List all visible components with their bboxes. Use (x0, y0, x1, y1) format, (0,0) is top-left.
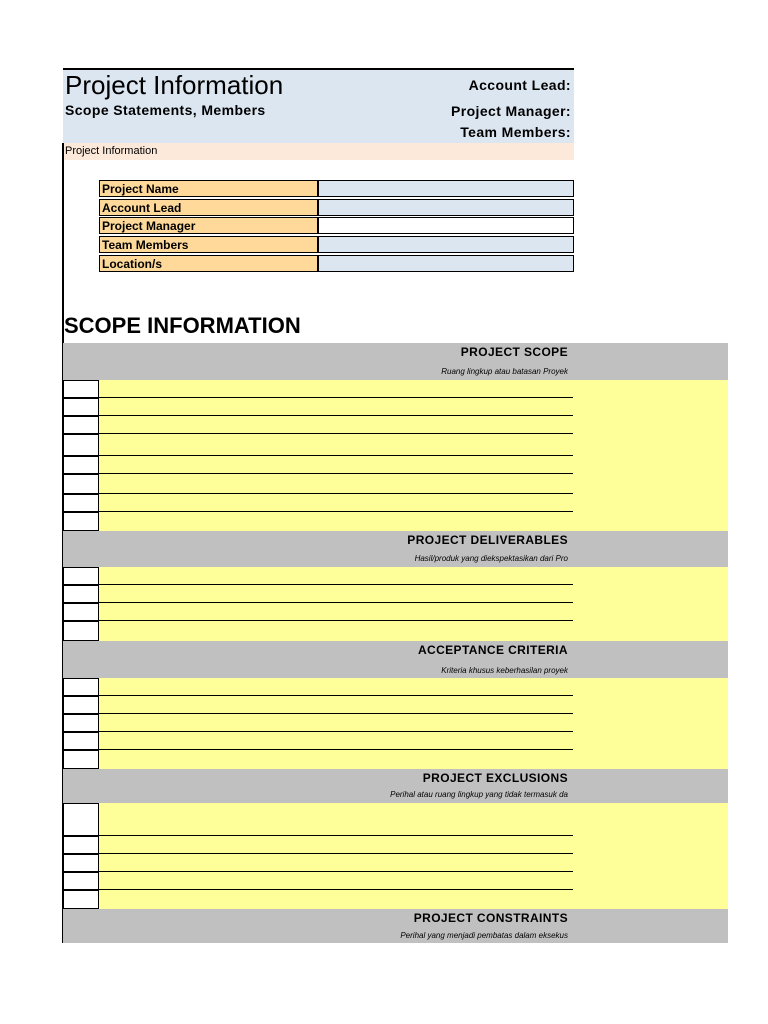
team-members-field[interactable] (318, 236, 574, 253)
project-name-field[interactable] (318, 180, 574, 197)
section-title: PROJECT SCOPE (460, 345, 568, 359)
account-lead-header: Account Lead: (468, 77, 571, 93)
page-subtitle: Scope Statements, Members (65, 102, 266, 118)
section-subtitle: Kriteria khusus keberhasilan proyek (441, 666, 568, 675)
scope-row[interactable] (63, 494, 573, 512)
exclusion-row[interactable] (63, 872, 573, 890)
scope-row[interactable] (63, 434, 573, 456)
deliverable-row[interactable] (63, 585, 573, 603)
scope-row[interactable] (63, 474, 573, 494)
info-row-project-manager (99, 217, 573, 234)
info-label: Project Name (99, 180, 318, 197)
criteria-row[interactable] (63, 732, 573, 750)
scope-row[interactable] (63, 512, 573, 531)
project-manager-header: Project Manager: (451, 103, 571, 119)
section-title: ACCEPTANCE CRITERIA (417, 643, 568, 657)
info-row-team-members (99, 236, 573, 253)
criteria-row[interactable] (63, 750, 573, 769)
exclusion-row[interactable] (63, 854, 573, 872)
criteria-row[interactable] (63, 696, 573, 714)
section-label: Project Information (65, 145, 158, 157)
section-subtitle: Hasil/produk yang diekspektasikan dari Pro (414, 554, 568, 563)
acceptance-criteria-header (63, 641, 728, 678)
deliverable-row[interactable] (63, 603, 573, 621)
scope-row[interactable] (63, 456, 573, 474)
section-title: PROJECT CONSTRAINTS (413, 911, 568, 925)
project-deliverables-header (63, 531, 728, 567)
criteria-row[interactable] (63, 714, 573, 732)
info-row-project-name (99, 180, 573, 197)
section-subtitle: Ruang lingkup atau batasan Proyek (441, 367, 568, 376)
section-subtitle: Perihal yang menjadi pembatas dalam eksekus (400, 931, 568, 940)
section-subtitle: Perihal atau ruang lingkup yang tidak termasuk da (390, 790, 568, 799)
info-label: Account Lead (99, 199, 318, 216)
exclusion-row[interactable] (63, 890, 573, 909)
project-manager-field[interactable] (318, 217, 574, 234)
info-row-account-lead (99, 199, 573, 216)
team-members-header: Team Members: (460, 124, 571, 140)
exclusion-row[interactable] (63, 803, 573, 836)
info-row-locations (99, 255, 573, 272)
page-title: Project Information (65, 70, 284, 100)
scope-heading: SCOPE INFORMATION (64, 313, 301, 338)
scope-row[interactable] (63, 416, 573, 434)
project-exclusions-header (63, 769, 728, 803)
locations-field[interactable] (318, 255, 574, 272)
deliverable-row[interactable] (63, 621, 573, 641)
project-constraints-header (63, 909, 728, 943)
criteria-row[interactable] (63, 678, 573, 696)
info-label: Team Members (99, 236, 318, 253)
scope-row[interactable] (63, 380, 573, 398)
scope-row[interactable] (63, 398, 573, 416)
exclusion-row[interactable] (63, 836, 573, 854)
deliverable-row[interactable] (63, 567, 573, 585)
project-scope-header (63, 343, 728, 380)
section-title: PROJECT EXCLUSIONS (422, 771, 568, 785)
info-label: Location/s (99, 255, 318, 272)
account-lead-field[interactable] (318, 199, 574, 216)
section-title: PROJECT DELIVERABLES (407, 533, 568, 547)
info-label: Project Manager (99, 217, 318, 234)
